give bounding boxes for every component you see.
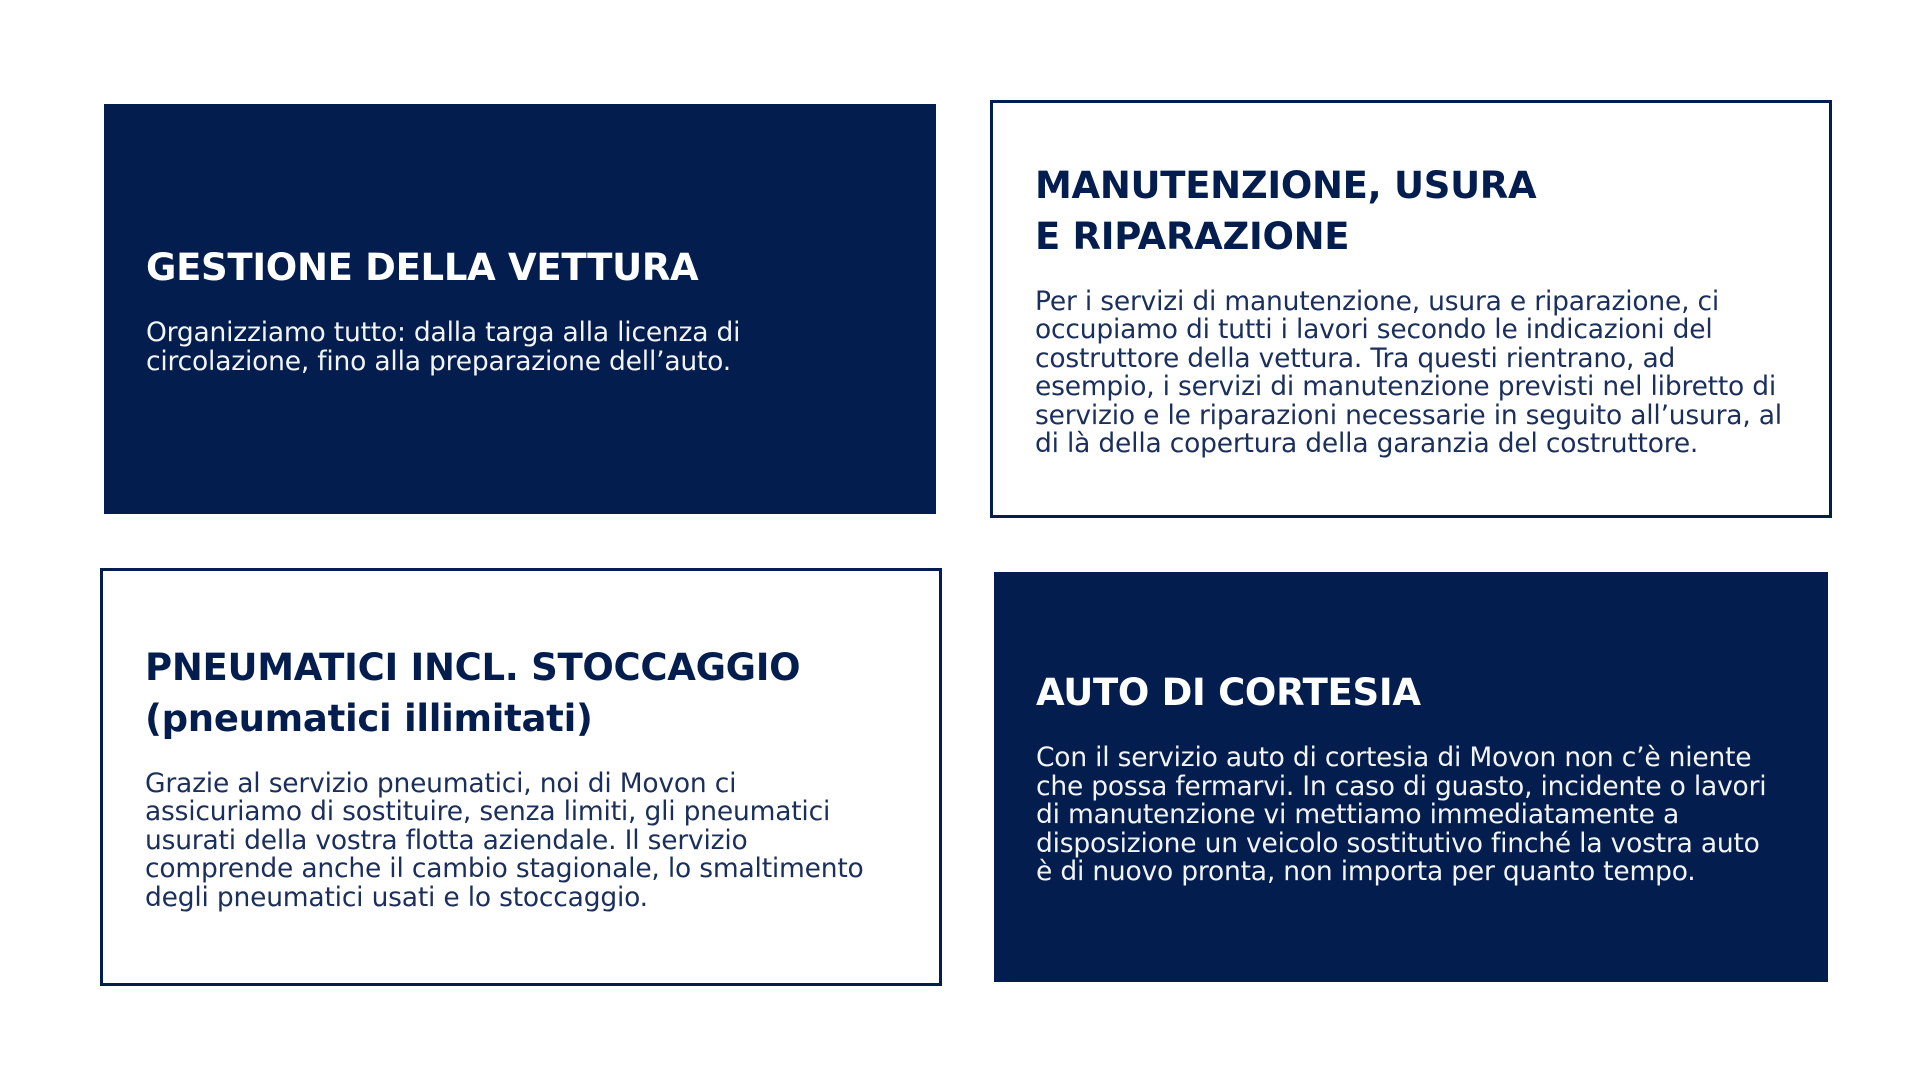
card-title: GESTIONE DELLA VETTURA bbox=[146, 246, 699, 289]
card-vehicle-management bbox=[104, 104, 936, 514]
card-description: Grazie al servizio pneumatici, noi di Movon ci assicuriamo di sostituire, senza limiti, gli pneumatici usurati della vostra flotta aziendale. Il servizio comprende anche il cambio stagionale, lo smaltimento degli pneumatici usati e lo stoccaggio. bbox=[145, 767, 864, 913]
card-title: AUTO DI CORTESIA bbox=[1036, 671, 1421, 715]
card-title: MANUTENZIONE, USURA E RIPARAZIONE bbox=[1035, 163, 1537, 258]
card-title: PNEUMATICI INCL. STOCCAGGIO (pneumatici illimitati) bbox=[145, 645, 801, 740]
card-courtesy-car bbox=[994, 572, 1828, 982]
card-description: Per i servizi di manutenzione, usura e riparazione, ci occupiamo di tutti i lavori secondo le indicazioni del costruttore della vettura. Tra questi rientrano, ad esempio, i servizi di manutenzione previsti nel libretto di servizio e le riparazioni necessarie in seguito all’usura, al di là della copertura della garanzia del costruttore. bbox=[1035, 285, 1782, 459]
card-tires-storage bbox=[100, 568, 942, 986]
card-description: Con il servizio auto di cortesia di Movon non c’è niente che possa fermarvi. In caso di guasto, incidente o lavori di manutenzione vi mettiamo immediatamente a disposizione un veicolo sostitutivo finché la vostra auto è di nuovo pronta, non importa per quanto tempo. bbox=[1036, 742, 1767, 888]
card-maintenance-repair bbox=[990, 100, 1832, 518]
card-description: Organizziamo tutto: dalla targa alla licenza di circolazione, fino alla preparazione dell’auto. bbox=[146, 317, 741, 377]
